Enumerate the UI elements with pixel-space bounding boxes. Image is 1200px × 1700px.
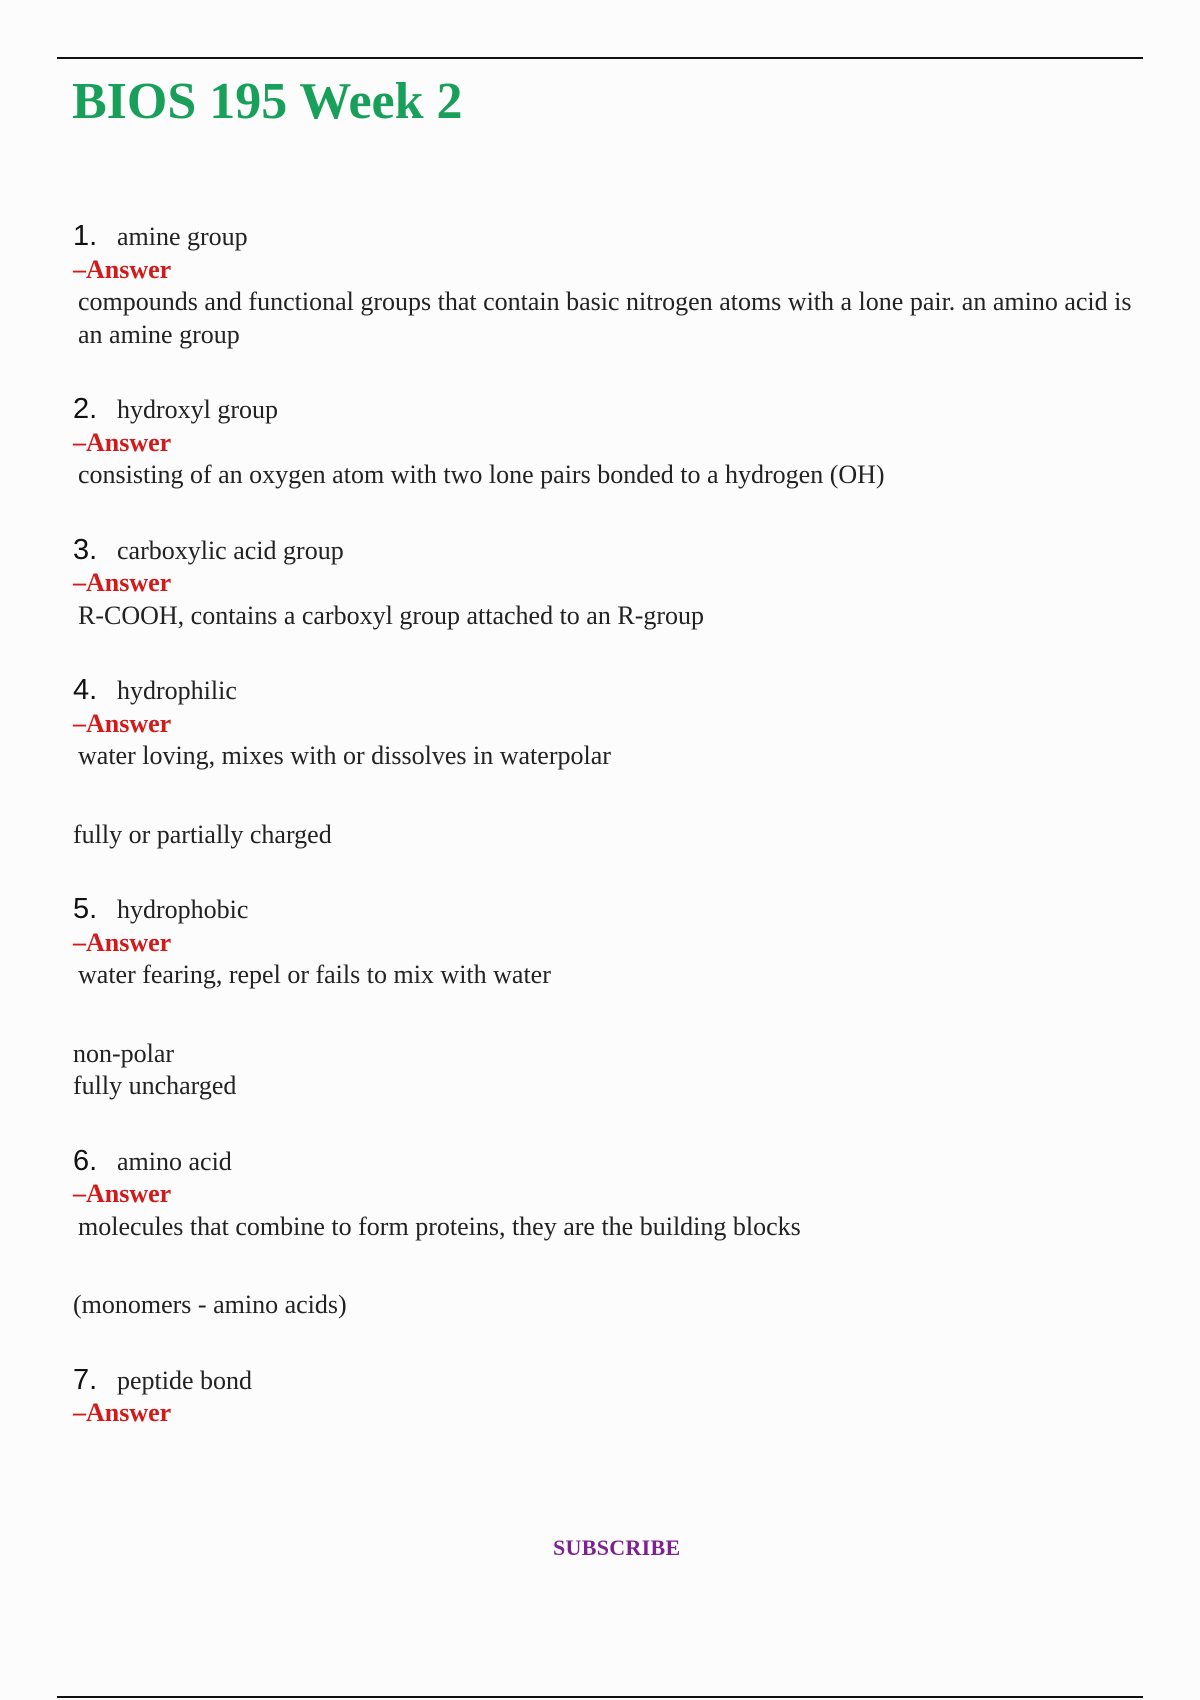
answer-text: water loving, mixes with or dissolves in waterpolar bbox=[78, 741, 611, 770]
question-list bbox=[73, 220, 1143, 1472]
question-line bbox=[73, 674, 1143, 708]
question-term: peptide bond bbox=[117, 1365, 253, 1395]
question-term: hydrophilic bbox=[117, 676, 237, 705]
question-line bbox=[73, 893, 1143, 927]
answer-text: water fearing, repel or fails to mix with water bbox=[78, 960, 551, 989]
question-line bbox=[73, 1364, 1143, 1398]
answer-extra bbox=[73, 1289, 1143, 1322]
question-item-3 bbox=[73, 534, 1143, 633]
answer-text: consisting of an oxygen atom with two lone pairs bonded to a hydrogen (OH) bbox=[78, 460, 885, 489]
answer-label: –Answer bbox=[73, 568, 172, 597]
answer-text: compounds and functional groups that contain basic nitrogen atoms with a lone pair. an amino acid is an amine group bbox=[78, 287, 1132, 349]
question-number: 5. bbox=[73, 893, 98, 925]
question-item-4 bbox=[73, 674, 1143, 851]
answer-text: R-COOH, contains a carboxyl group attached to an R-group bbox=[78, 600, 705, 630]
question-term: amino acid bbox=[117, 1146, 232, 1176]
question-line bbox=[73, 534, 1143, 568]
subscribe-link[interactable]: SUBSCRIBE bbox=[553, 1535, 681, 1560]
question-line bbox=[73, 1145, 1143, 1179]
question-number: 1. bbox=[73, 220, 98, 252]
question-term: amine group bbox=[117, 222, 248, 251]
question-line bbox=[73, 393, 1143, 427]
answer-extra-line: non-polar bbox=[73, 1038, 175, 1068]
answer-extra bbox=[73, 819, 1143, 852]
question-item-5 bbox=[73, 893, 1143, 1103]
answer-extra-line: (monomers - amino acids) bbox=[73, 1290, 347, 1319]
question-line bbox=[73, 220, 1143, 254]
answer-extra bbox=[73, 1038, 1143, 1103]
question-number: 2. bbox=[73, 393, 98, 425]
question-item-6 bbox=[73, 1145, 1143, 1322]
answer-text: molecules that combine to form proteins, they are the building blocks bbox=[78, 1211, 801, 1241]
question-item-2 bbox=[73, 393, 1143, 492]
question-item-7 bbox=[73, 1364, 1143, 1430]
top-rule bbox=[57, 57, 1143, 59]
question-number: 6. bbox=[73, 1144, 98, 1177]
document-title: BIOS 195 Week 2 bbox=[72, 73, 463, 130]
question-term: hydrophobic bbox=[117, 895, 249, 924]
question-term: carboxylic acid group bbox=[117, 535, 344, 565]
answer-label: –Answer bbox=[73, 1179, 172, 1208]
question-number: 3. bbox=[73, 533, 98, 566]
question-item-1 bbox=[73, 220, 1143, 351]
answer-extra-line: fully or partially charged bbox=[73, 819, 332, 849]
answer-label: –Answer bbox=[73, 427, 172, 457]
answer-label: –Answer bbox=[73, 254, 172, 284]
answer-label: –Answer bbox=[73, 927, 172, 957]
bottom-rule bbox=[57, 1696, 1143, 1698]
question-term: hydroxyl group bbox=[117, 395, 279, 424]
answer-extra-line: fully uncharged bbox=[73, 1071, 237, 1100]
question-number: 4. bbox=[73, 674, 98, 706]
answer-label: –Answer bbox=[73, 1398, 172, 1427]
question-number: 7. bbox=[73, 1363, 98, 1396]
answer-label: –Answer bbox=[73, 708, 172, 738]
